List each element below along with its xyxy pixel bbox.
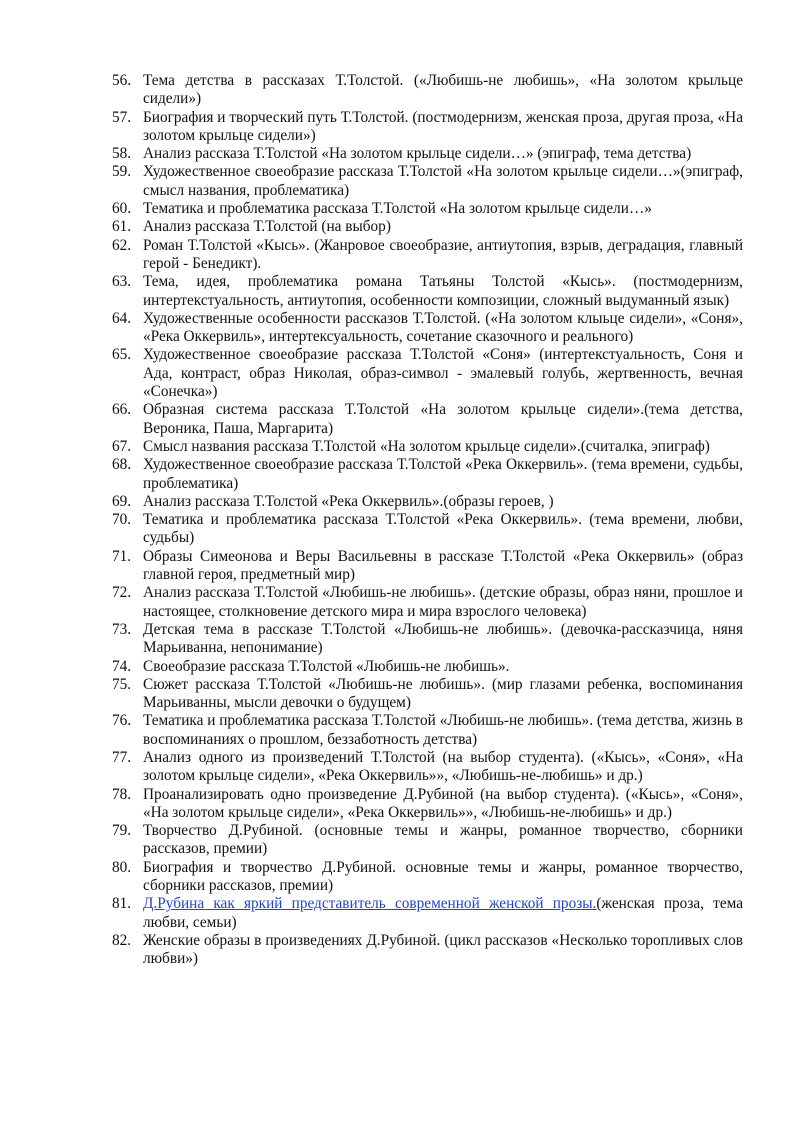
item-text: Анализ рассказа Т.Толстой (на выбор) xyxy=(143,218,391,236)
item-number: 65. xyxy=(112,346,132,364)
list-item xyxy=(0,786,800,823)
item-number: 76. xyxy=(112,712,132,730)
list-item xyxy=(0,932,800,969)
item-text: (женская проза, тема любви, семьи) xyxy=(143,895,744,931)
item-number: 66. xyxy=(112,401,132,419)
item-number: 57. xyxy=(112,108,132,126)
item-number: 74. xyxy=(112,657,132,675)
item-text: Анализ рассказа Т.Толстой «На золотом крыльце сидели…» (эпиграф, тема детства) xyxy=(143,145,692,163)
item-number: 82. xyxy=(112,931,132,949)
item-number: 63. xyxy=(112,273,132,291)
item-text: Своеобразие рассказа Т.Толстой «Любишь-не любишь». xyxy=(143,657,510,675)
item-number: 58. xyxy=(112,145,132,163)
item-text: Творчество Д.Рубиной. (основные темы и жанры, романное творчество, сборники рассказов, премии) xyxy=(143,822,743,858)
item-number: 80. xyxy=(112,858,132,876)
item-text: Художественное своеобразие рассказа Т.Толстой «На золотом крыльце сидели…»(эпиграф, смысл названия, проблематика) xyxy=(143,163,743,199)
item-text: Смысл названия рассказа Т.Толстой «На золотом крыльце сидели».(считалка, эпиграф) xyxy=(143,437,710,455)
document-page xyxy=(0,72,800,969)
item-link[interactable]: Д.Рубина как яркий представитель современной женской прозы. xyxy=(143,895,597,913)
item-number: 60. xyxy=(112,200,132,218)
list-item xyxy=(0,72,800,109)
item-text: Тематика и проблематика рассказа Т.Толстой «На золотом крыльце сидели…» xyxy=(143,200,652,218)
list-item xyxy=(0,438,800,456)
item-text: Художественное своеобразие рассказа Т.Толстой «Соня» (интертекстуальность, Соня и Ада, контраст, образ Николая, образ-символ - эмалевый голубь, жертвенность, вечная «Сонечка») xyxy=(143,346,743,401)
item-number: 69. xyxy=(112,492,132,510)
list-item xyxy=(0,658,800,676)
list-item xyxy=(0,621,800,658)
list-item xyxy=(0,456,800,493)
item-number: 61. xyxy=(112,218,132,236)
item-number: 79. xyxy=(112,822,132,840)
item-number: 68. xyxy=(112,456,132,474)
item-text: Тема детства в рассказах Т.Толстой. («Любишь-не любишь», «На золотом крыльце сидели») xyxy=(143,72,743,108)
list-item xyxy=(0,200,800,218)
list-item xyxy=(0,310,800,347)
item-text: Биография и творческий путь Т.Толстой. (постмодернизм, женская проза, другая проза, «На золотом крыльце сидели») xyxy=(143,108,743,144)
item-number: 64. xyxy=(112,309,132,327)
list-item xyxy=(0,493,800,511)
list-item xyxy=(0,346,800,401)
item-text: Сюжет рассказа Т.Толстой «Любишь-не любишь». (мир глазами ребенка, воспоминания Марьиванны, мысли девочки о будущем) xyxy=(143,675,743,712)
item-text: Женские образы в произведениях Д.Рубиной. (цикл рассказов «Несколько торопливых слов любви») xyxy=(143,931,743,968)
list-item xyxy=(0,163,800,200)
list-item xyxy=(0,109,800,146)
item-number: 59. xyxy=(112,163,132,181)
item-number: 71. xyxy=(112,547,132,565)
list-item xyxy=(0,218,800,236)
item-text: Тематика и проблематика рассказа Т.Толстой «Любишь-не любишь». (тема детства, жизнь в воспоминаниях о прошлом, беззаботность детства) xyxy=(143,712,743,748)
item-number: 62. xyxy=(112,236,132,254)
item-number: 56. xyxy=(112,72,132,89)
item-number: 70. xyxy=(112,511,132,529)
list-item xyxy=(0,712,800,749)
item-text: Детская тема в рассказе Т.Толстой «Любишь-не любишь». (девочка-рассказчица, няня Марьиванна, непонимание) xyxy=(143,620,743,657)
item-text: Анализ рассказа Т.Толстой «Река Оккервиль».(образы героев, ) xyxy=(143,492,554,510)
item-number: 78. xyxy=(112,785,132,803)
item-text: Художественное своеобразие рассказа Т.Толстой «Река Оккервиль». (тема времени, судьбы, проблематика) xyxy=(143,456,743,492)
item-text: Тема, идея, проблематика романа Татьяны Толстой «Кысь». (постмодернизм, интертекстуальность, антиутопия, особенности композиции, сложный выдуманный язык) xyxy=(143,273,743,309)
list-item xyxy=(0,676,800,713)
list-item xyxy=(0,548,800,585)
list-item xyxy=(0,822,800,859)
list-item xyxy=(0,401,800,438)
item-number: 72. xyxy=(112,584,132,602)
list-item xyxy=(0,237,800,274)
item-number: 67. xyxy=(112,437,132,455)
list-item xyxy=(0,511,800,548)
item-text: Биография и творчество Д.Рубиной. основные темы и жанры, романное творчество, сборники рассказов, премии) xyxy=(143,858,743,895)
item-text: Тематика и проблематика рассказа Т.Толстой «Река Оккервиль». (тема времени, любви, судьбы) xyxy=(143,511,743,547)
item-text: Проанализировать одно произведение Д.Рубиной (на выбор студента). («Кысь», «Соня», «На золотом крыльце сидели», «Река Оккервиль»», «Любишь-не-любишь» и др.) xyxy=(143,785,743,821)
item-number: 81. xyxy=(112,895,132,913)
item-text: Образы Симеонова и Веры Васильевны в рассказе Т.Толстой «Река Оккервиль» (образ главной героя, предметный мир) xyxy=(143,547,743,584)
list-item xyxy=(0,895,800,932)
list-item xyxy=(0,273,800,310)
topic-list xyxy=(0,72,800,969)
list-item xyxy=(0,145,800,163)
item-number: 73. xyxy=(112,620,132,638)
item-number: 77. xyxy=(112,748,132,766)
item-number: 75. xyxy=(112,675,132,693)
list-item xyxy=(0,859,800,896)
list-item xyxy=(0,584,800,621)
item-text: Образная система рассказа Т.Толстой «На золотом крыльце сидели».(тема детства, Вероника, Паша, Маргарита) xyxy=(143,401,743,437)
item-text: Анализ одного из произведений Т.Толстой (на выбор студента). («Кысь», «Соня», «На золотом крыльце сидели», «Река Оккервиль»», «Любишь-не-любишь» и др.) xyxy=(143,748,743,785)
item-text: Анализ рассказа Т.Толстой «Любишь-не любишь». (детские образы, образ няни, прошлое и настоящее, столкновение детского мира и мира взрослого человека) xyxy=(143,584,743,620)
item-text: Роман Т.Толстой «Кысь». (Жанровое своеобразие, антиутопия, взрыв, деградация, главный герой - Бенедикт). xyxy=(143,236,743,272)
list-item xyxy=(0,749,800,786)
item-text: Художественные особенности рассказов Т.Толстой. («На золотом клыьце сидели», «Соня», «Река Оккервиль», интертексуальность, сочетание сказочного и реального) xyxy=(143,309,743,346)
